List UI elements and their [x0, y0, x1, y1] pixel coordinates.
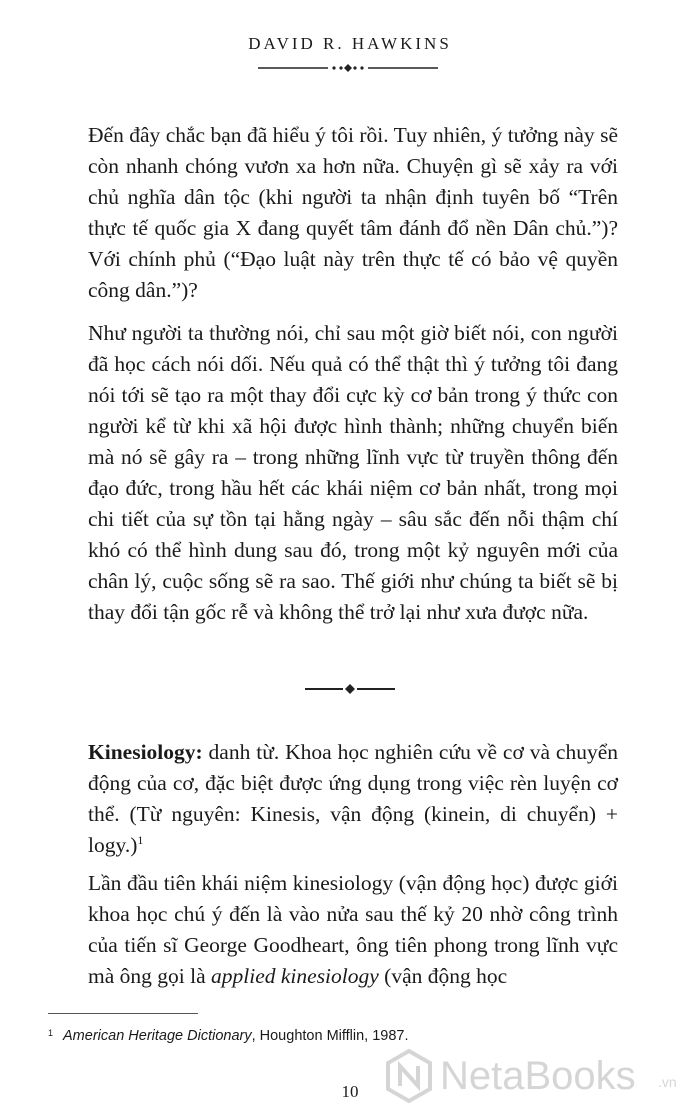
paragraph-4-italic-term: applied kinesiology	[211, 964, 379, 988]
watermark-text: NetaBooks	[440, 1054, 636, 1098]
section-divider-ornament	[305, 683, 395, 695]
definition-text: danh từ. Khoa học nghiên cứu về cơ và chuyển động của cơ, đặc biệt được ứng dụng trong việc rèn luyện cơ thể. (Từ nguyên: Kinesis, vận động (kinein, di chuyển) + logy.)	[88, 740, 618, 857]
paragraph-4	[88, 868, 618, 992]
footnote-source: American Heritage Dictionary	[63, 1028, 252, 1044]
header-ornament	[258, 62, 438, 74]
footnote	[48, 1028, 648, 1044]
watermark	[380, 1048, 690, 1108]
paragraph-2: Như người ta thường nói, chỉ sau một giờ biết nói, con người đã học cách nói dối. Nếu quả có thể thật thì ý tưởng tôi đang nói tới sẽ tạo ra một thay đổi cực kỳ cơ bản trong ý thức con người kể từ khi xã hội được hình thành; những chuyển biến mà nó sẽ gây ra – trong những lĩnh vực từ truyền thông đến đạo đức, trong hầu hết các khái niệm cơ bản nhất, trong mọi chi tiết của sự tồn tại hằng ngày – sâu sắc đến nỗi thậm chí khó có thể hình dung sau đó, trong một kỷ nguyên mới của chân lý, cuộc sống sẽ ra sao. Thế giới như chúng ta biết sẽ bị thay đổi tận gốc rễ và không thể trở lại như xưa được nữa.	[88, 321, 618, 624]
watermark-suffix: .vn	[658, 1074, 677, 1090]
netabooks-logo-icon	[384, 1048, 434, 1104]
paragraph-4-tail: (vận động học	[378, 964, 508, 988]
footnote-publisher: , Houghton Mifflin, 1987.	[251, 1028, 409, 1044]
paragraph-1: Đến đây chắc bạn đã hiểu ý tôi rồi. Tuy nhiên, ý tưởng này sẽ còn nhanh chóng vươn xa hơn nữa. Chuyện gì sẽ xảy ra với chủ nghĩa dân tộc (khi người ta nhận định tuyên bố “Trên thực tế quốc gia X đang quyết tâm đánh đổ nền Dân chủ.”)? Với chính phủ (“Đạo luật này trên thực tế có bảo vệ quyền công dân.”)?	[88, 123, 618, 302]
definition-term: Kinesiology:	[88, 740, 203, 764]
footnote-reference[interactable]: 1	[137, 832, 144, 847]
running-header-author: DAVID R. HAWKINS	[248, 34, 452, 53]
footnote-number: 1	[48, 1028, 54, 1038]
paragraph-4-text: Lần đầu tiên khái niệm kinesiology (vận động học) được giới khoa học chú ý đến là vào nửa sau thế kỷ 20 nhờ công trình của tiến sĩ George Goodheart, ông tiên phong trong lĩnh vực mà ông gọi là	[88, 871, 618, 988]
page-number: 10	[341, 1082, 359, 1101]
footnote-rule	[48, 1013, 198, 1014]
definition-paragraph	[88, 737, 618, 861]
